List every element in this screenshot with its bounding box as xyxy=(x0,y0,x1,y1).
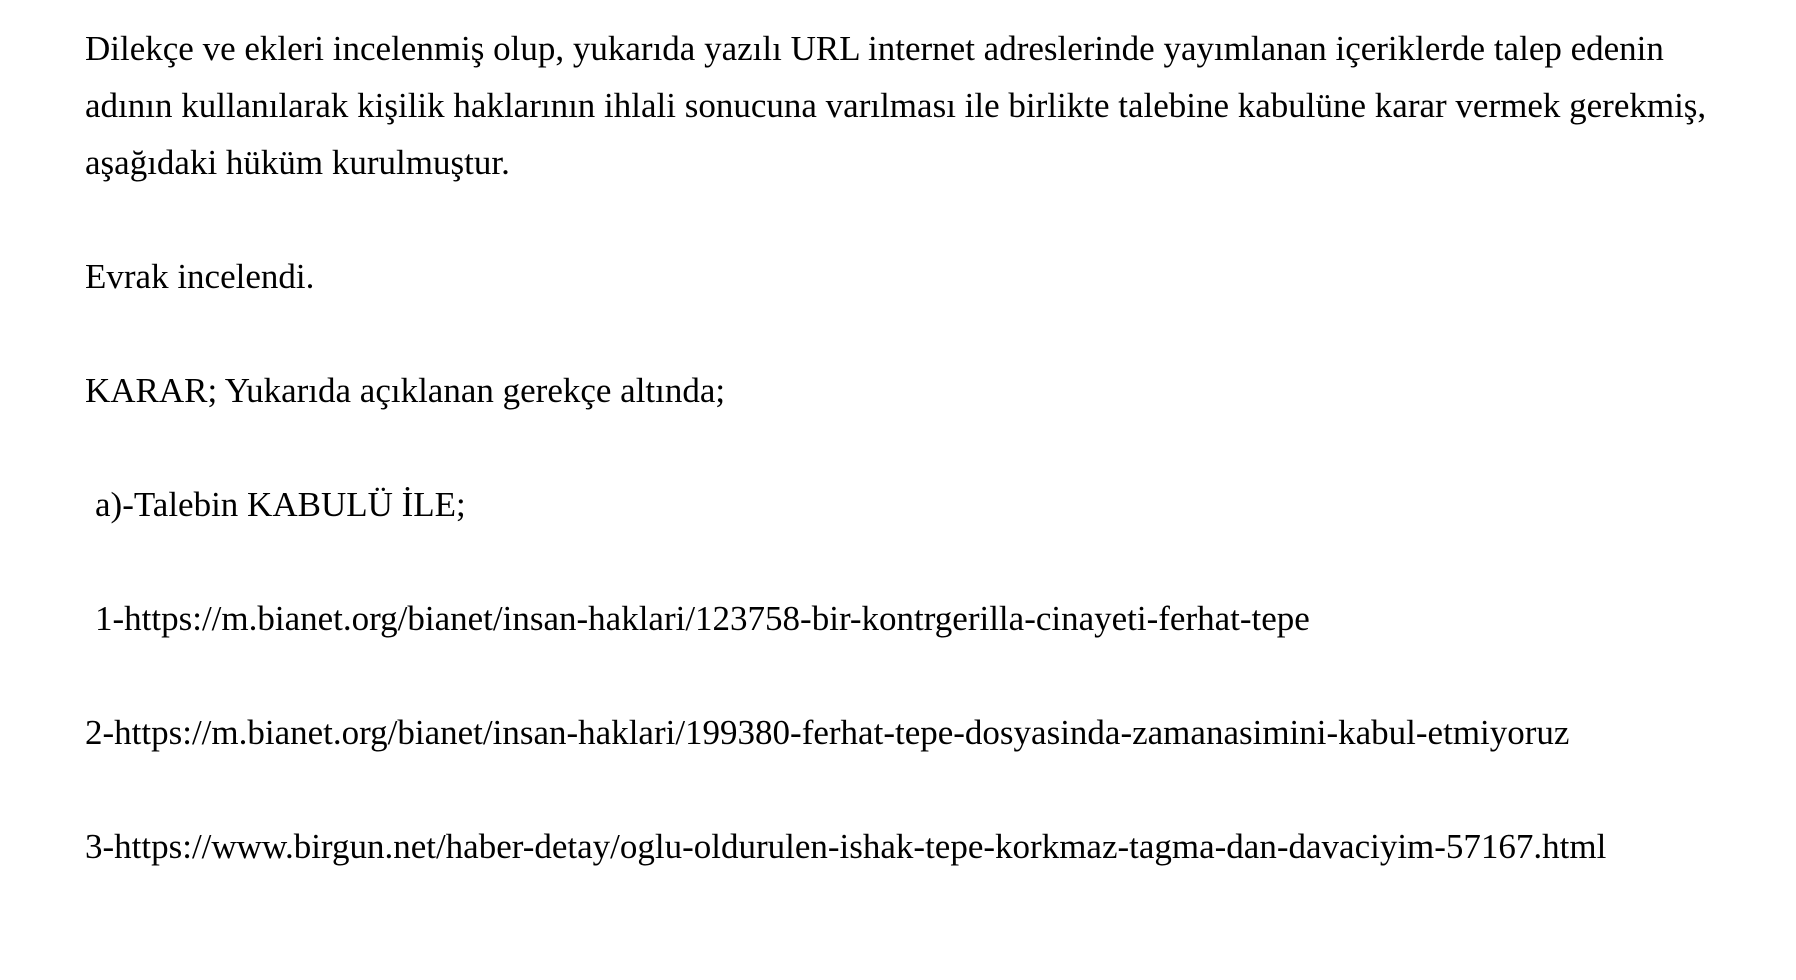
karar-line: KARAR; Yukarıda açıklanan gerekçe altında; xyxy=(85,371,726,410)
intro-paragraph: Dilekçe ve ekleri incelenmiş olup, yukarıda yazılı URL internet adreslerinde yayımlanan içeriklerde talep edenin adının kullanılarak kişilik haklarının ihlali sonucuna varılması ile birlikte talebine kabulüne karar vermek gerekmiş, aşağıdaki hüküm kurulmuştur. xyxy=(85,29,1707,182)
url-item-3: 3-https://www.birgun.net/haber-detay/oglu-oldurulen-ishak-tepe-korkmaz-tagma-dan-davaciyim-57167.html xyxy=(85,827,1607,866)
url-item-1: 1-https://m.bianet.org/bianet/insan-haklari/123758-bir-kontrgerilla-cinayeti-ferhat-tepe xyxy=(95,599,1310,638)
url-item-2: 2-https://m.bianet.org/bianet/insan-haklari/199380-ferhat-tepe-dosyasinda-zamanasimini-kabul-etmiyoruz xyxy=(85,713,1570,752)
talebin-kabulu-line: a)-Talebin KABULÜ İLE; xyxy=(95,485,466,524)
evrak-line: Evrak incelendi. xyxy=(85,257,315,296)
